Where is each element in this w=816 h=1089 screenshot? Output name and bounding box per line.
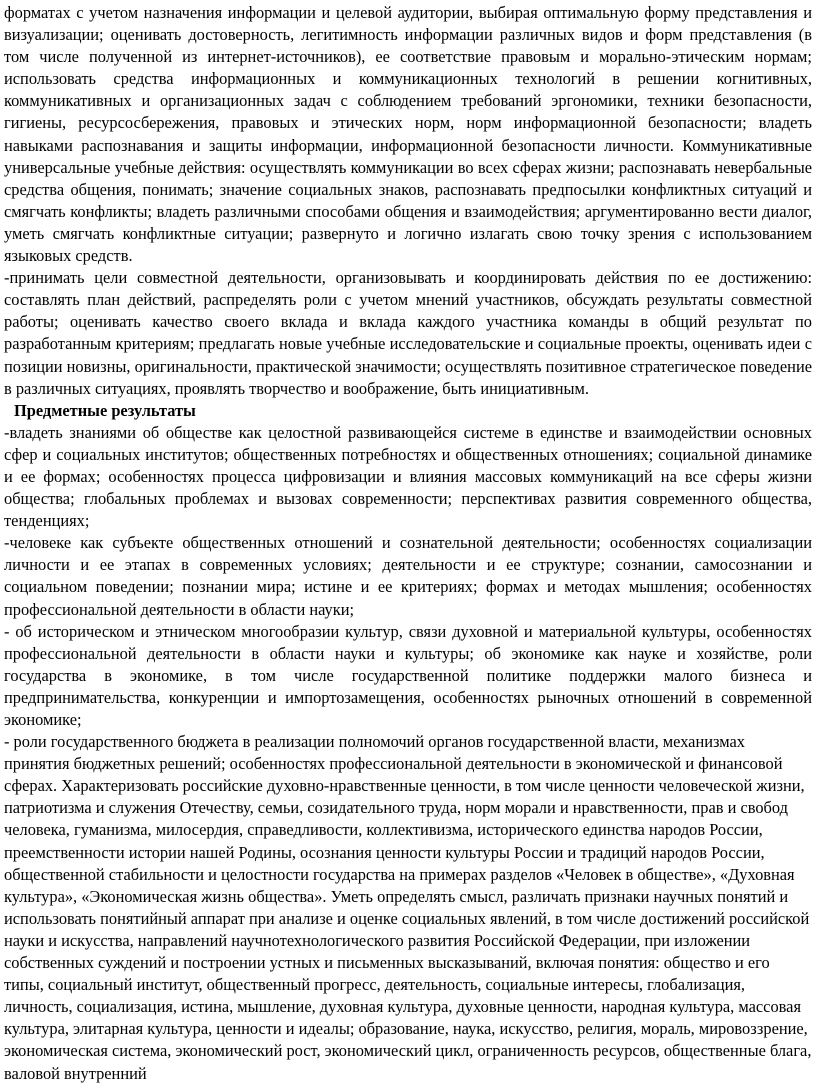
paragraph-society-knowledge: -владеть знаниями об обществе как целостной развивающейся системе в единстве и взаимодействии основных сфер и социальных институтов; общественных потребностях и общественных отношениях; социальной динамике и ее формах; особенностях процесса цифровизации и влияния массовых коммуникаций на все сферы жизни общества; глобальных проблемах и вызовах современности; перспективах развития современного общества, тенденциях; <box>4 422 812 531</box>
paragraph-human-as-subject: -человеке как субъекте общественных отношений и сознательной деятельности; особенностях социализации личности и ее этапах в современных условиях; деятельности и ее структуре; сознании, самосознании и социальном поведении; познании мира; истине и ее критериях; формах и методах мышления; особенностях профессиональной деятельности в области науки; <box>4 533 812 619</box>
paragraph-ict-and-communication: форматах с учетом назначения информации и целевой аудитории, выбирая оптимальную форму представления и визуализации; оценивать достоверность, легитимность информации различных видов и форм представления (в том числе полученной из интернет-источников), ее соответствие правовым и морально-этическим нормам; использовать средства информационных и коммуникационных технологий в решении когнитивных, коммуникативных и организационных задач с соблюдением требований эргономики, техники безопасности, гигиены, ресурсосбережения, правовых и этических норм, норм информационной безопасности; владеть навыками распознавания и защиты информации, информационной безопасности личности. Коммуникативные универсальные учебные действия: осуществлять коммуникации во всех сферах жизни; распознавать невербальные средства общения, понимать; значение социальных знаков, распознавать предпосылки конфликтных ситуаций и смягчать конфликты; владеть различными способами общения и взаимодействия; аргументированно вести диалог, уметь смягчать конфликтные ситуации; развернуто и логично излагать свою точку зрения с использованием языковых средств. <box>4 3 812 266</box>
section-heading-subject-results: Предметные результаты <box>14 400 196 420</box>
paragraph-cultural-diversity: - об историческом и этническом многообразии культур, связи духовной и материальной культуры, особенностях профессиональной деятельности в области науки и культуры; об экономике как науке и хозяйстве, роли государства в экономике, в том числе государственной политике поддержки малого бизнеса и предпринимательства, конкуренции и импортозамещения, особенностях рыночных отношений в современной экономике; <box>4 621 812 729</box>
paragraph-state-budget-values: - роли государственного бюджета в реализации полномочий органов государственной власти, механизмах принятия бюджетных решений; особенностях профессиональной деятельности в экономической и финансовой сферах. Характеризовать российские духовно-нравственные ценности, в том числе ценности человеческой жизни, патриотизма и служения Отечеству, семьи, созидательного труда, норм морали и нравственности, прав и свобод человека, гуманизма, милосердия, справедливости, коллективизма, исторического единства народов России, преемственности истории нашей Родины, осознания ценности культуры России и традиций народов России, общественной стабильности и целостности государства на примерах разделов «Человек в обществе», «Духовная культура», «Экономическая жизнь общества». Уметь определять смысл, различать признаки научных понятий и использовать понятийный аппарат при анализе и оценке социальных явлений, в том числе достижений российской науки и искусства, направлений научнотехнологического развития Российской Федерации, при изложении собственных суждений и построении устных и письменных высказываний, включая понятия: общество и его типы, социальный институт, общественный прогресс, деятельность, социальные интересы, глобализация, личность, социализация, истина, мышление, духовная культура, духовные ценности, народная культура, массовая культура, элитарная культура, ценности и идеалы; образование, наука, искусство, религия, мораль, мировоззрение, экономическая система, экономический рост, экономический цикл, ограниченность ресурсов, общественные блага, валовой внутренний <box>4 732 812 1083</box>
paragraph-joint-activity: -принимать цели совместной деятельности, организовывать и координировать действия по ее достижению: составлять план действий, распределять роли с учетом мнений участников, обсуждать результаты совместной работы; оценивать качество своего вклада и вклада каждого участника команды в общий результат по разработанным критериям; предлагать новые учебные исследовательские и социальные проекты, оценивать идеи с позиции новизны, оригинальности, практической значимости; осуществлять позитивное стратегическое поведение в различных ситуациях, проявлять творчество и воображение, быть инициативным. <box>4 268 812 398</box>
